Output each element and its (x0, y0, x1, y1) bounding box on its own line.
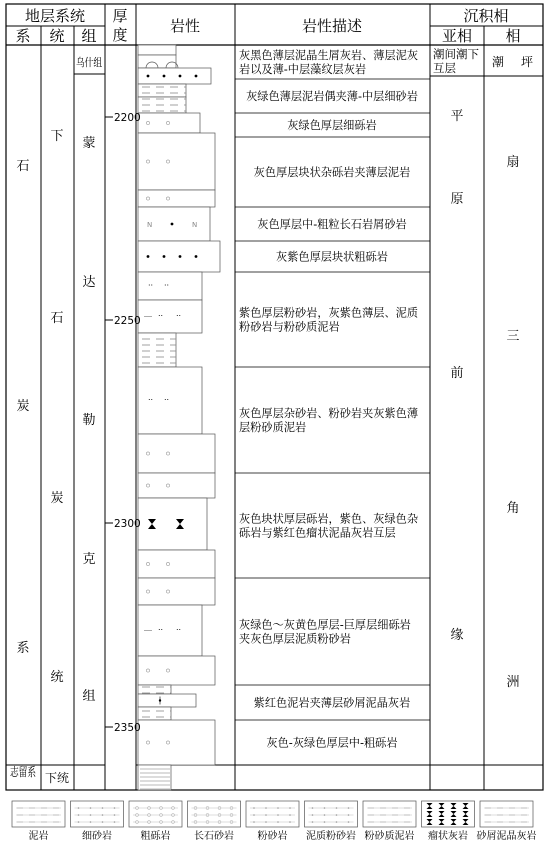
description-6: 灰紫色厚层块状粗砾岩 (276, 250, 388, 264)
header-formation: 组 (81, 27, 97, 45)
lithology-layer (138, 498, 207, 550)
formation-char-2: 达 (82, 275, 96, 290)
lithology-layer (138, 272, 202, 300)
lithology-layer (138, 707, 171, 720)
description-9: 灰色块状厚层砾岩，紫色、灰绿色杂砾岩与紫红色瘤状泥晶灰岩互层 (239, 512, 419, 540)
legend-item (129, 801, 182, 842)
subfacies-front-1: 前 (450, 366, 464, 381)
header-facies-col: 相 (505, 27, 521, 45)
description-8: 灰色厚层杂砂岩、粉砂岩夹灰紫色薄层粉砂质泥岩 (239, 407, 419, 434)
lithology-layer (138, 765, 171, 790)
facies-tidal-2: 坪 (520, 55, 534, 69)
header-facies: 沉积相 (463, 7, 509, 25)
formation-char-3: 勒 (82, 413, 96, 428)
lithology-layer (138, 45, 176, 55)
header-strat-system: 地层系统 (24, 7, 86, 25)
system-char-2: 炭 (16, 399, 30, 414)
facies-fan-1: 扇 (506, 155, 520, 170)
svg-text:N: N (147, 221, 153, 229)
description-4: 灰色厚层块状杂砾岩夹薄层泥岩 (253, 166, 411, 179)
depth-tick-label: 2300 (114, 518, 141, 530)
subfacies-front-2: 缘 (450, 628, 464, 643)
lithology-layer (138, 605, 202, 656)
svg-text:··: ·· (164, 281, 170, 290)
legend (12, 801, 537, 842)
facies-fan-2: 三 (506, 329, 520, 344)
legend-item (12, 801, 65, 842)
lithology-layer (138, 133, 215, 190)
description-3: 灰绿色厚层细砾岩 (287, 119, 377, 132)
depth-tick-label: 2350 (114, 722, 141, 734)
lithology-layer (138, 333, 176, 367)
lithology-layer (138, 473, 215, 498)
lithology-layer (138, 694, 196, 707)
description-10: 灰绿色～灰黄色厚层-巨厚层细砾岩夹灰色厚层泥质粉砂岩 (239, 618, 411, 646)
legend-item (305, 801, 358, 842)
system-char-1: 石 (16, 159, 30, 174)
svg-text:··: ·· (164, 395, 170, 405)
facies-tidal-1: 潮 (491, 55, 505, 69)
lithology-layer (138, 434, 215, 473)
lithology-layer (138, 656, 215, 685)
svg-text:··: ·· (176, 311, 182, 321)
svg-text:··: ·· (176, 625, 182, 635)
legend-label: 瘤状灰岩 (428, 831, 468, 842)
legend-label: 泥岩 (28, 831, 49, 842)
description-1: 灰黑色薄层泥晶生屑灰岩、薄层泥灰岩以及薄-中层藻纹层灰岩 (239, 49, 419, 76)
lithology-layer (138, 367, 202, 434)
legend-item (422, 801, 475, 842)
lithology-layer (138, 68, 211, 84)
lithology-layer (138, 241, 220, 272)
legend-item (188, 801, 241, 842)
header-thickness-2: 度 (112, 26, 128, 44)
lithology-layer (138, 550, 215, 578)
facies-fan-4: 洲 (506, 675, 520, 690)
series-char-2: 石 (50, 311, 64, 326)
legend-item (71, 801, 124, 842)
subfacies-tidal: 潮间潮下互层 (433, 47, 479, 75)
legend-label: 粉砂岩 (257, 831, 288, 842)
lithology-layer (138, 190, 215, 207)
description-5: 灰色厚层中-粗粒长石岩屑砂岩 (257, 218, 407, 231)
legend-label: 粉砂质泥岩 (364, 831, 415, 842)
formation-wushi: 乌什组 (76, 56, 109, 69)
description-2: 灰绿色薄层泥岩偶夹薄-中层细砂岩 (246, 90, 418, 103)
svg-text:··: ·· (158, 625, 164, 635)
series-char-3: 炭 (50, 491, 64, 506)
system-silurian: 志留系 (10, 765, 47, 779)
formation-char-4: 克 (82, 552, 96, 567)
lithology-layer (138, 720, 215, 765)
description-7: 紫色厚层粉砂岩，灰紫色薄层、泥质粉砂岩与粉砂质泥岩 (239, 306, 419, 334)
subfacies-plain-1: 平 (450, 109, 464, 124)
series-lower: 下统 (44, 771, 70, 785)
lithology-layer (138, 97, 186, 113)
lithology-layer (138, 84, 186, 97)
lithology-layer (138, 113, 200, 133)
lithology-layer (138, 685, 171, 694)
header-system: 系 (15, 27, 31, 45)
description-11: 紫红色泥岩夹薄层砂屑泥晶灰岩 (253, 696, 411, 710)
header-thickness-1: 厚 (112, 7, 128, 25)
lithology-layer (138, 55, 178, 68)
legend-label: 粗砾岩 (140, 831, 171, 842)
subfacies-plain-2: 原 (450, 192, 464, 207)
depth-tick-label: 2200 (114, 112, 141, 124)
legend-item (477, 801, 537, 842)
facies-fan-3: 角 (506, 501, 520, 516)
lithology-layer (138, 300, 202, 333)
legend-label: 砂屑泥晶灰岩 (476, 831, 537, 842)
header-series: 统 (49, 27, 65, 45)
header-lithology: 岩性 (169, 17, 201, 35)
series-char-4: 统 (50, 670, 64, 685)
svg-text:··: ·· (148, 281, 154, 290)
lithology-layer (138, 578, 215, 605)
svg-text:N: N (192, 221, 198, 229)
legend-label: 泥质粉砂岩 (306, 831, 356, 842)
depth-tick-label: 2250 (114, 315, 141, 327)
legend-label: 细砂岩 (82, 831, 112, 842)
description-12: 灰色-灰绿色厚层中-粗砾岩 (266, 736, 398, 750)
formation-char-5: 组 (82, 689, 96, 704)
legend-item (363, 801, 416, 842)
system-char-3: 系 (16, 641, 30, 656)
svg-text:··: ·· (148, 395, 154, 405)
svg-text:··: ·· (158, 311, 164, 321)
series-char-1: 下 (50, 129, 64, 144)
header-subfacies: 亚相 (441, 27, 473, 45)
lithology-layer (138, 207, 210, 241)
formation-char-1: 蒙 (82, 136, 96, 151)
legend-label: 长石砂岩 (194, 831, 234, 842)
legend-item (246, 801, 299, 842)
header-lith-desc: 岩性描述 (301, 17, 363, 35)
